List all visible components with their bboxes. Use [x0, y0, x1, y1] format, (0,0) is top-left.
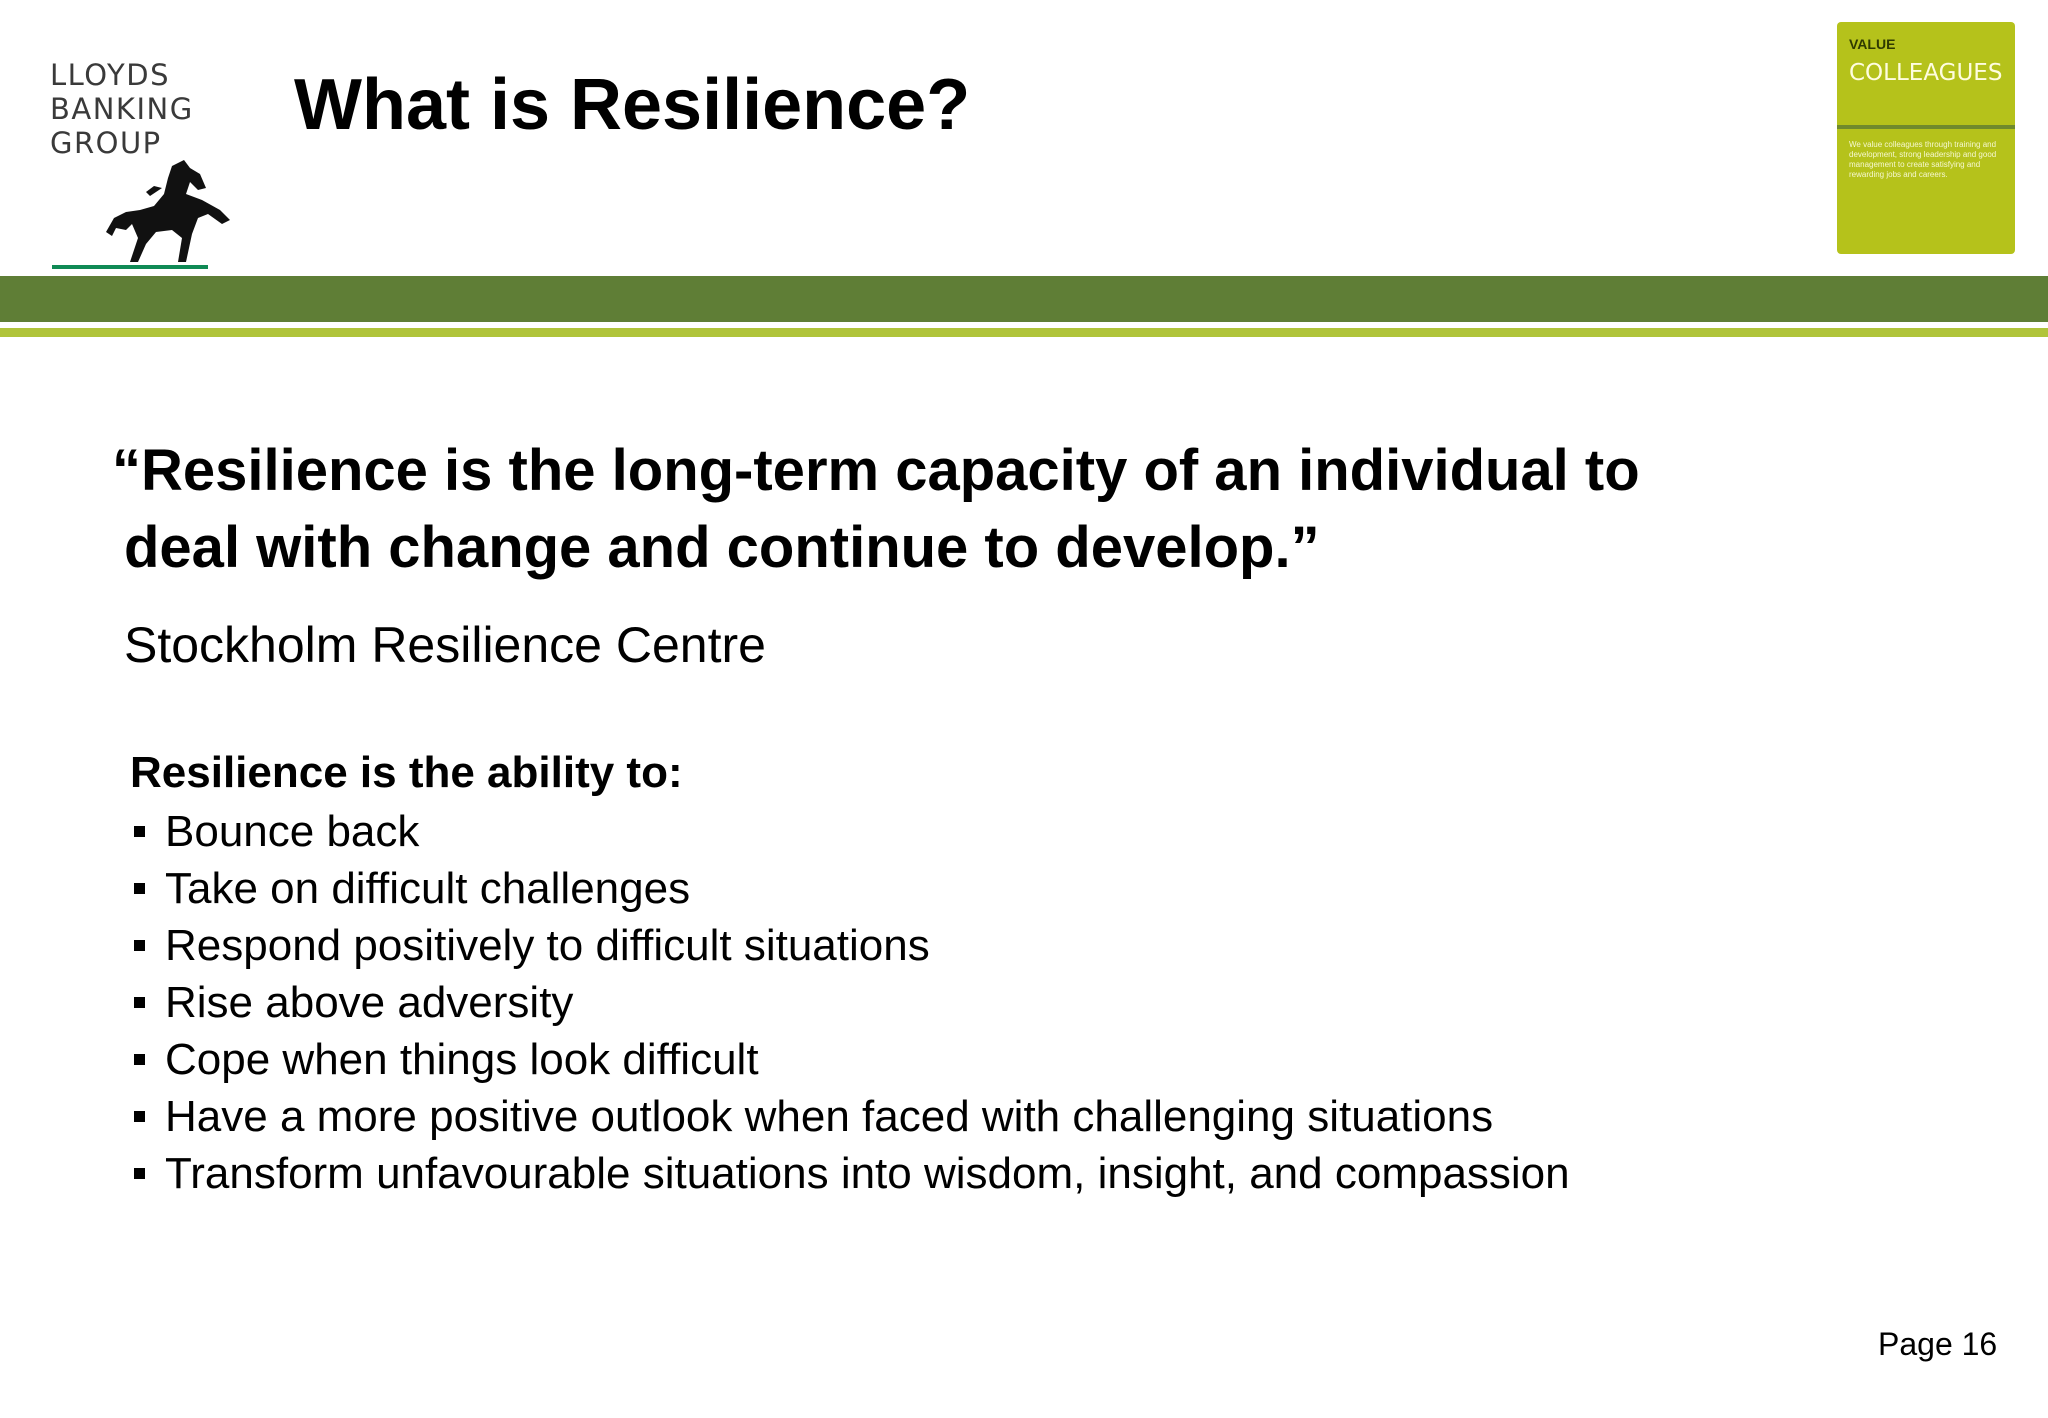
bullet-icon [134, 940, 145, 951]
bullet-icon [134, 883, 145, 894]
list-item [130, 917, 1570, 974]
badge-label-small: VALUE [1849, 36, 1896, 52]
page-number: Page 16 [1878, 1326, 1998, 1362]
badge-divider [1837, 125, 2015, 129]
lloyds-logo [50, 58, 250, 278]
logo-text-line: GROUP [50, 126, 162, 160]
resilience-quote [112, 432, 1992, 586]
bullet-icon [134, 1111, 145, 1122]
list-item-text: Cope when things look difficult [165, 1034, 759, 1084]
header-band-dark [0, 276, 2048, 322]
list-item-text: Respond positively to difficult situations [165, 920, 930, 970]
list-item-text: Rise above adversity [165, 977, 574, 1027]
list-item-text: Bounce back [165, 806, 420, 856]
list-item [130, 1031, 1570, 1088]
bullet-icon [134, 1054, 145, 1065]
logo-text-line: BANKING [50, 92, 194, 126]
page-title: What is Resilience? [294, 65, 971, 145]
bullet-icon [134, 826, 145, 837]
quote-source: Stockholm Resilience Centre [124, 617, 766, 673]
list-item-text: Take on difficult challenges [165, 863, 691, 913]
bullet-icon [134, 997, 145, 1008]
ability-list [130, 803, 1570, 1202]
list-item [130, 803, 1570, 860]
list-item-text: Have a more positive outlook when faced with challenging situations [165, 1091, 1494, 1141]
value-colleagues-badge [1837, 22, 2015, 254]
header-band-light [0, 328, 2048, 337]
list-item [130, 860, 1570, 917]
logo-underline [52, 265, 208, 269]
list-item [130, 1088, 1570, 1145]
list-item [130, 974, 1570, 1031]
badge-description: We value colleagues through training and development, strong leadership and good management to create satisfying and rewarding jobs and careers. [1849, 140, 1997, 179]
quote-line-2: deal with change and continue to develop.” [124, 515, 1320, 580]
list-item [130, 1145, 1570, 1202]
quote-line-1: “Resilience is the long-term capacity of an individual to [112, 438, 1640, 503]
ability-heading: Resilience is the ability to: [130, 748, 683, 797]
list-item-text: Transform unfavourable situations into wisdom, insight, and compassion [165, 1148, 1570, 1198]
badge-label-big: COLLEAGUES [1849, 60, 2003, 86]
black-horse-icon [102, 158, 242, 268]
bullet-icon [134, 1168, 145, 1179]
logo-text-line: LLOYDS [50, 58, 170, 92]
